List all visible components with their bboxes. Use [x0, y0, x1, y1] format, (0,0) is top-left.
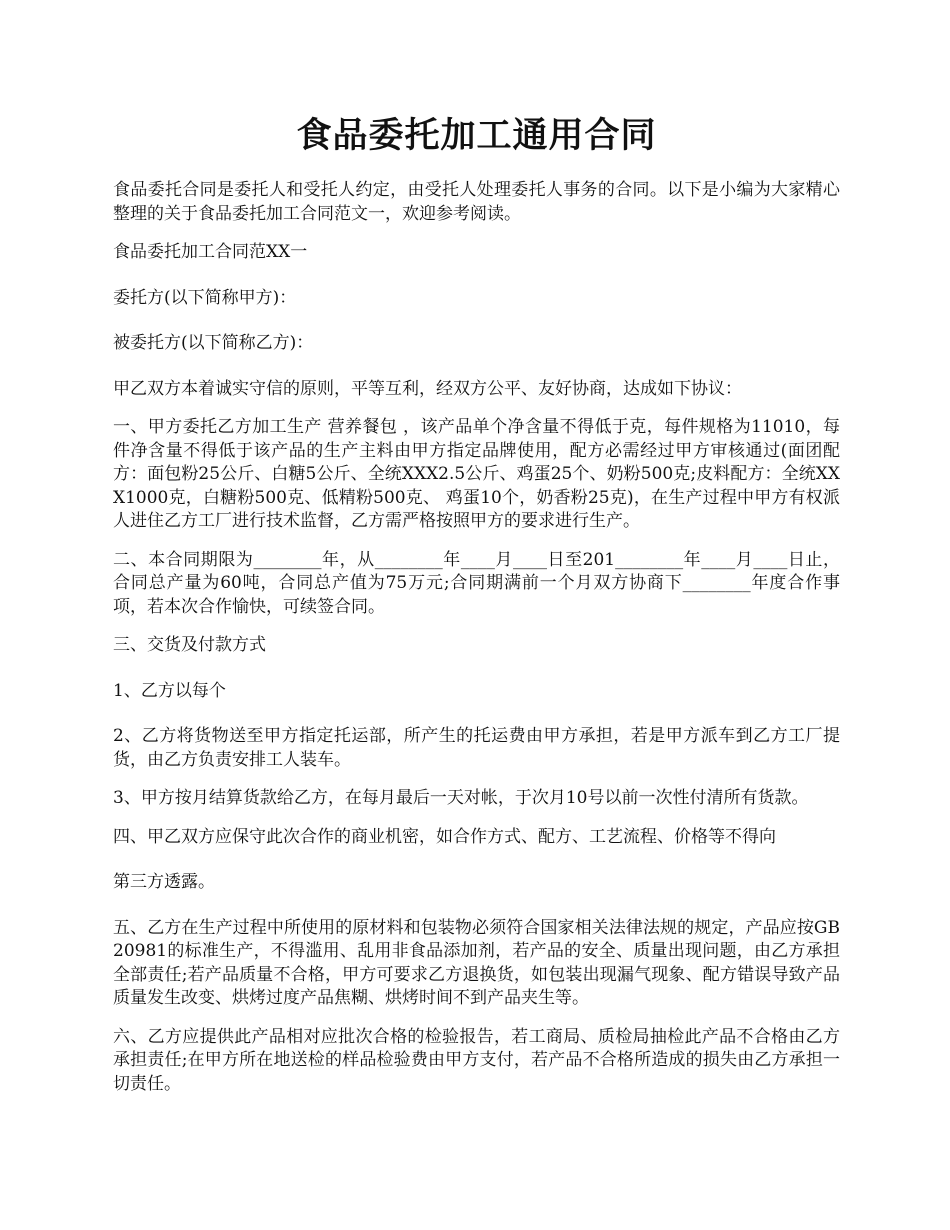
- paragraph-intro: 食品委托合同是委托人和受托人约定，由受托人处理委托人事务的合同。以下是小编为大家精心整理的关于食品委托加工合同范文一，欢迎参考阅读。: [113, 180, 840, 224]
- paragraph-party-a: 委托方(以下简称甲方)：: [113, 287, 297, 308]
- paragraph-clause-3-item-1: 1、乙方以每个: [113, 680, 226, 701]
- paragraph-clause-5: 五、乙方在生产过程中所使用的原材料和包装物必须符合国家相关法律法规的规定，产品应按GB20981的标准生产，不得滥用、乱用非食品添加剂，若产品的安全、质量出现问题，由乙方承担全部责任;若产品质量不合格，甲方可要求乙方退换货，如包装出现漏气现象、配方错误导致产品质量发生改变、烘烤过度产品焦糊、烘烤时间不到产品夹生等。: [113, 917, 840, 1008]
- paragraph-clause-1: 一、甲方委托乙方加工生产 营养餐包 ，该产品单个净含量不得低于克，每件规格为11010，每件净含量不得低于该产品的生产主料由甲方指定品牌使用，配方必需经过甲方审核通过(面团配方：面包粉25公斤、白糖5公斤、全统XXX2.5公斤、鸡蛋25个、奶粉500克;皮料配方：全统XXX1000克，白糖粉500克、低精粉500克、 鸡蛋10个，奶香粉25克)，在生产过程中甲方有权派人进住乙方工厂进行技术监督，乙方需严格按照甲方的要求进行生产。: [113, 417, 840, 531]
- paragraph-clause-3-heading: 三、交货及付款方式: [113, 635, 266, 655]
- paragraph-clause-6: 六、乙方应提供此产品相对应批次合格的检验报告，若工商局、质检局抽检此产品不合格由乙方承担责任;在甲方所在地送检的样品检验费由甲方支付，若产品不合格所造成的损失由乙方承担一切责任。: [113, 1026, 840, 1094]
- paragraph-clause-4: 四、甲乙双方应保守此次合作的商业机密，如合作方式、配方、工艺流程、价格等不得向: [113, 826, 776, 847]
- paragraph-clause-2: 二、本合同期限为________年，从________年____月____日至201________年____月____日止，合同总产量为60吨，合同总产值为75万元;合同期满前一个月双方协商下________年度合作事项，若本次合作愉快，可续签合同。: [113, 549, 840, 617]
- document-title: 食品委托加工通用合同: [296, 115, 657, 156]
- paragraph-clause-3-item-2: 2、乙方将货物送至甲方指定托运部，所产生的托运费由甲方承担，若是甲方派车到乙方工厂提货，由乙方负责安排工人装车。: [113, 726, 840, 770]
- paragraph-clause-3-item-3: 3、甲方按月结算货款给乙方，在每月最后一天对帐，于次月10号以前一次性付清所有货款。: [113, 788, 809, 808]
- paragraph-clause-4-continued: 第三方透露。: [113, 872, 215, 892]
- paragraph-party-b: 被委托方(以下简称乙方)：: [113, 333, 314, 353]
- paragraph-sample-heading: 食品委托加工合同范XX一: [113, 242, 308, 262]
- paragraph-agreement: 甲乙双方本着诚实守信的原则，平等互利，经双方公平、友好协商，达成如下协议：: [113, 378, 742, 399]
- document-page: [113, 110, 840, 1111]
